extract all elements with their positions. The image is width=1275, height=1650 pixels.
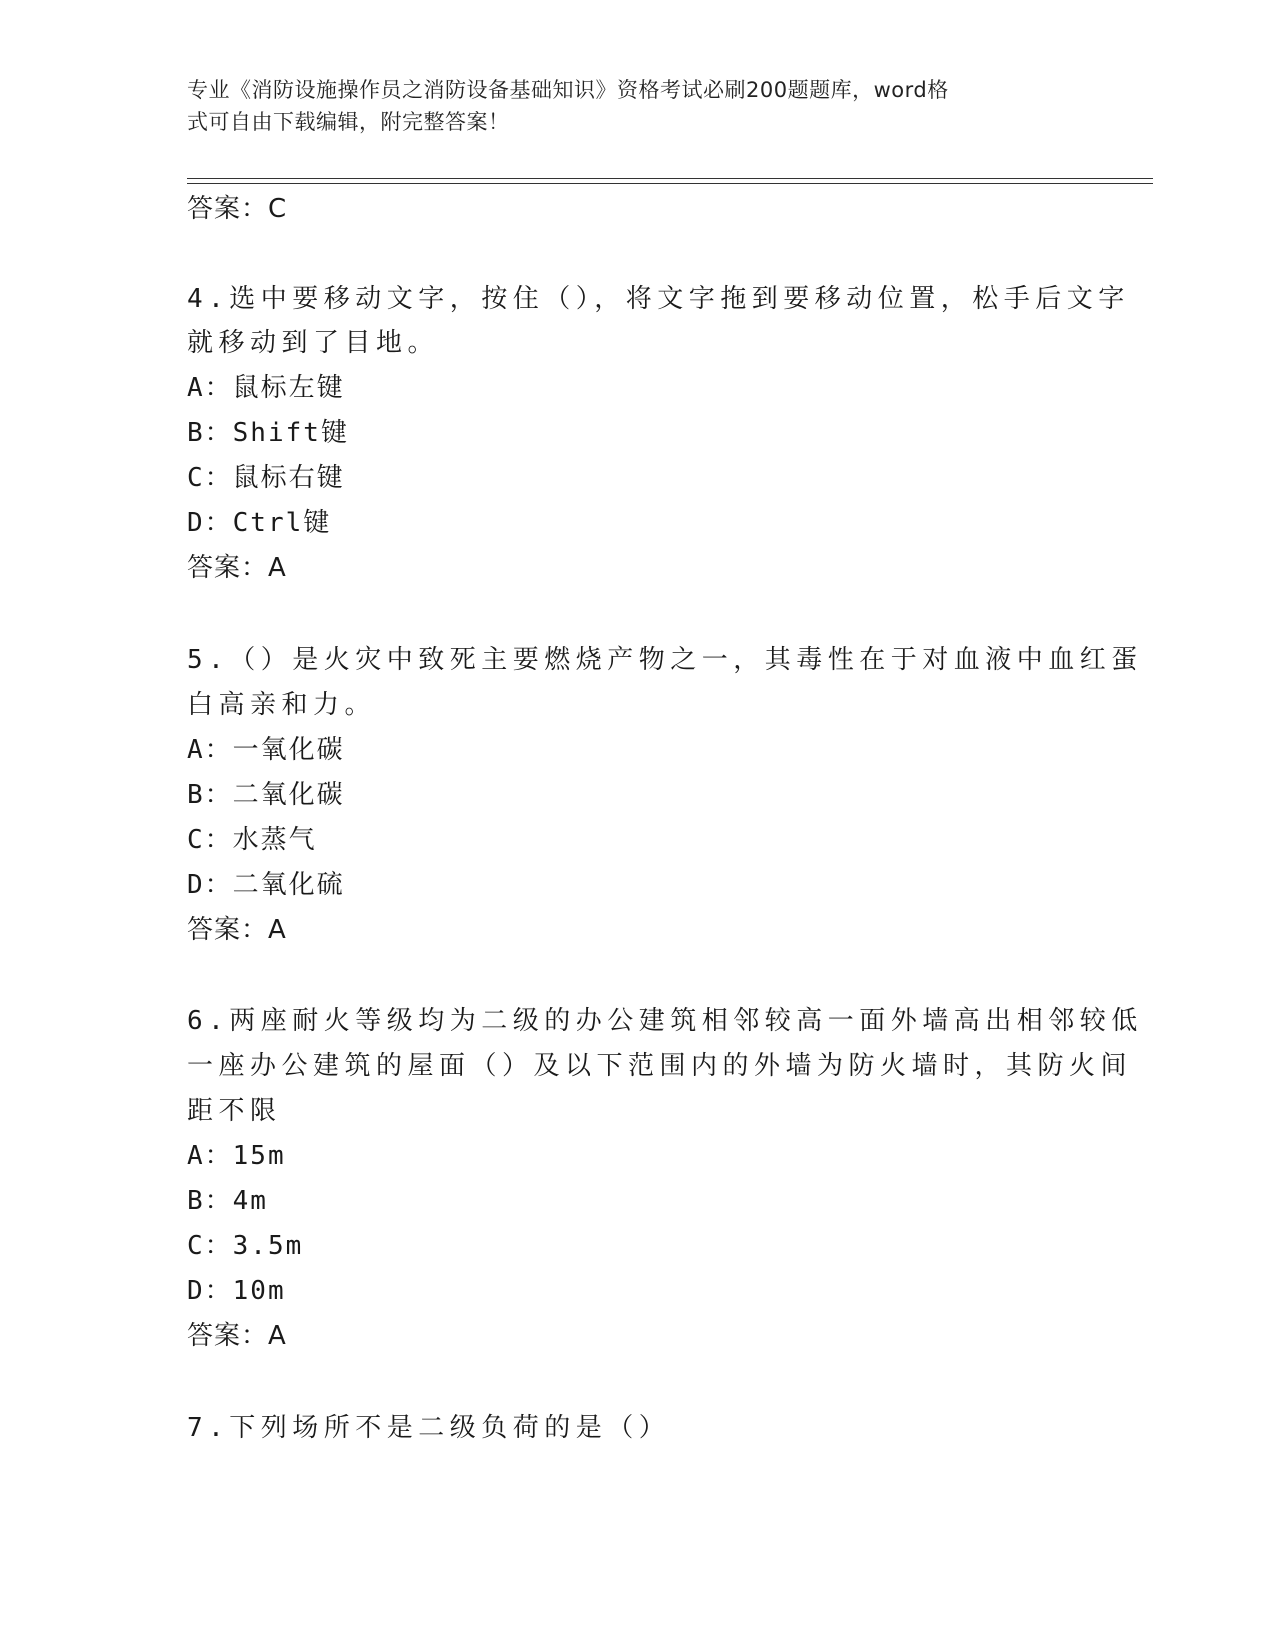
header-divider-bottom xyxy=(187,183,1153,184)
question-4-option-b: B：Shift键 xyxy=(187,418,349,448)
question-6-stem-line-3: 距不限 xyxy=(187,1096,282,1126)
question-5-stem-line-1: 5.（）是火灾中致死主要燃烧产物之一，其毒性在于对血液中血红蛋 xyxy=(187,645,1143,675)
question-5-option-c: C：水蒸气 xyxy=(187,825,317,855)
header-line-2: 式可自由下载编辑，附完整答案！ xyxy=(187,110,510,134)
question-5-option-d: D：二氧化硫 xyxy=(187,870,345,900)
header-divider-top xyxy=(187,178,1153,179)
previous-answer: 答案：C xyxy=(187,194,288,224)
question-6-option-c: C：3.5m xyxy=(187,1231,304,1261)
question-5-answer: 答案：A xyxy=(187,915,287,945)
question-4-stem-line-2: 就移动到了目地。 xyxy=(187,328,440,358)
question-6-stem-line-1: 6.两座耐火等级均为二级的办公建筑相邻较高一面外墙高出相邻较低 xyxy=(187,1006,1143,1036)
question-5-option-b: B：二氧化碳 xyxy=(187,780,345,810)
question-6-stem-line-2: 一座办公建筑的屋面（）及以下范围内的外墙为防火墙时，其防火间 xyxy=(187,1051,1133,1081)
question-6-option-a: A：15m xyxy=(187,1141,286,1171)
question-4-stem-line-1: 4.选中要移动文字，按住（），将文字拖到要移动位置，松手后文字 xyxy=(187,284,1130,314)
question-6-option-b: B：4m xyxy=(187,1186,268,1216)
question-5-option-a: A：一氧化碳 xyxy=(187,735,345,765)
question-4-option-a: A：鼠标左键 xyxy=(187,373,345,403)
question-7-stem-line-1: 7.下列场所不是二级负荷的是（） xyxy=(187,1413,671,1443)
header-line-1: 专业《消防设施操作员之消防设备基础知识》资格考试必刷200题题库，word格 xyxy=(187,78,949,102)
document-header xyxy=(187,74,1067,138)
question-4-option-c: C：鼠标右键 xyxy=(187,463,345,493)
question-6-answer: 答案：A xyxy=(187,1321,287,1351)
question-5-stem-line-2: 白高亲和力。 xyxy=(187,690,377,720)
question-4-option-d: D：Ctrl键 xyxy=(187,508,332,538)
question-4-answer: 答案：A xyxy=(187,553,287,583)
question-6-option-d: D：10m xyxy=(187,1276,286,1306)
